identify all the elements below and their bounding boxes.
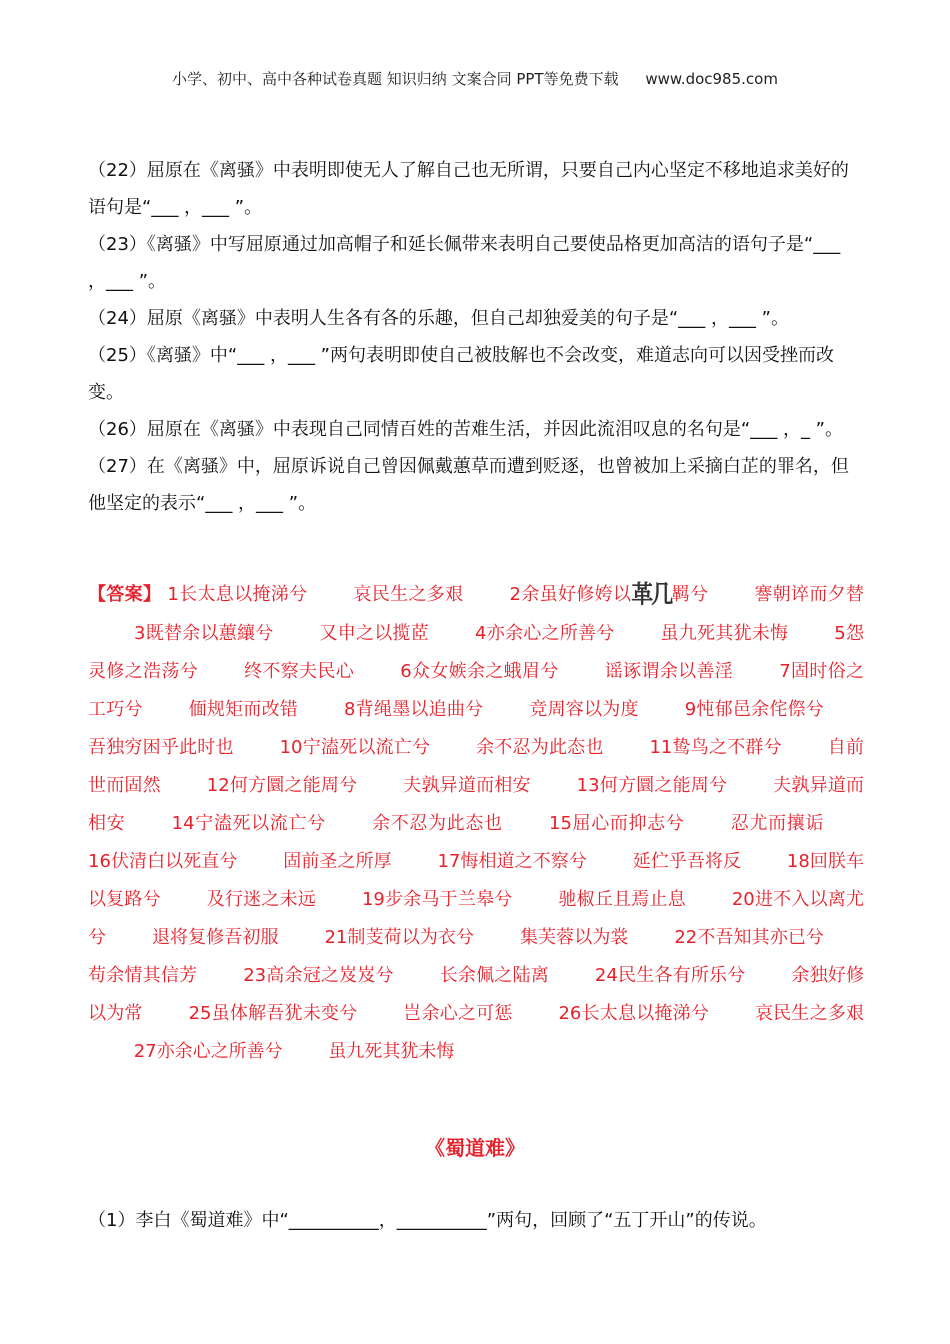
question-22: （22）屈原在《离骚》中表明即使无人了解自己也无所谓，只要自己内心坚定不移地追求美好的语句是“___ ，___ ”。 (88, 160, 849, 218)
answer-item: 19步余马于兰皋兮 (361, 889, 513, 910)
answer-item: 长余佩之陆离 (439, 965, 549, 986)
answer-item: 16伏清白以死直兮 (88, 851, 238, 872)
answer-item: 3既替余以蕙纕兮 (133, 623, 274, 644)
answer-item: 2余虽好修姱以 (509, 584, 632, 605)
answer-item: 苟余情其信芳 (88, 965, 198, 986)
header-site-link[interactable]: www.doc985.com (645, 70, 778, 88)
answer-item: 20进不入以离尤兮 (88, 889, 864, 948)
answer-item: 11鸷鸟之不群兮 (649, 737, 782, 758)
answer-item: 延伫乎吾将反 (632, 851, 742, 872)
answer-item: 及行迷之未远 (206, 889, 317, 910)
answer-item: 余独好修以为常 (88, 965, 864, 1024)
answer-item: 自前世而固然 (88, 737, 864, 796)
answer-item: 5怨灵修之浩荡兮 (88, 623, 865, 682)
answer-item: 12何方圜之能周兮 (206, 775, 358, 796)
answer-item: 哀民生之多艰 (353, 584, 464, 605)
answer-block (88, 576, 864, 1071)
section-title: 《蜀道难》 (425, 1136, 525, 1160)
answer-item: 26长太息以掩涕兮 (558, 1003, 710, 1024)
answer-item: 集芙蓉以为裳 (519, 927, 629, 948)
answer-item: 18回朕车以复路兮 (88, 851, 865, 910)
answer-item: 羁兮 (671, 584, 709, 605)
answer-item: 竞周容以为度 (529, 699, 639, 720)
question-26: （26）屈原在《离骚》中表现自己同情百姓的苦难生活，并因此流泪叹息的名句是“___ ，_ ”。 (88, 419, 843, 440)
answer-item: 10宁溘死以流亡兮 (279, 737, 431, 758)
answer-item: 1长太息以掩涕兮 (167, 584, 308, 605)
answer-item: 9忳郁邑余侘傺兮 (684, 699, 825, 720)
answer-item: 终不察夫民心 (244, 661, 355, 682)
answer-item: 余不忍为此态也 (476, 737, 604, 758)
answer-item: 退将复修吾初服 (151, 927, 279, 948)
answer-item: 14宁溘死以流亡兮 (171, 813, 326, 834)
answer-item: 27亦余心之所善兮 (133, 1041, 283, 1062)
question-27: （27）在《离骚》中，屈原诉说自己曾因佩戴蕙草而遭到贬逐，也曾被加上采摘白芷的罪名，但他坚定的表示“___ ，___ ”。 (88, 456, 849, 514)
answer-item: 忍尤而攘诟 (730, 813, 825, 834)
answer-label: 【答案】 (88, 584, 162, 605)
page-header (0, 68, 950, 89)
answer-item: 13何方圜之能周兮 (576, 775, 728, 796)
header-text: 小学、初中、高中各种试卷真题 知识归纳 文案合同 PPT等免费下载 (172, 70, 619, 88)
answer-item: 24民生各有所乐兮 (594, 965, 746, 986)
answer-item: 6众女嫉余之蛾眉兮 (400, 661, 559, 682)
answer-item: 23高余冠之岌岌兮 (243, 965, 394, 986)
rare-character-image: 革几 (631, 581, 672, 610)
answer-item: 虽九死其犹未悔 (660, 623, 789, 644)
answer-item: 7固时俗之工巧兮 (88, 661, 864, 720)
answer-item: 4亦余心之所善兮 (475, 623, 615, 644)
answer-item: 偭规矩而改错 (188, 699, 299, 720)
answer-item: 驰椒丘且焉止息 (558, 889, 686, 910)
answer-item: 固前圣之所厚 (283, 851, 392, 872)
answer-item: 21制芰荷以为衣兮 (324, 927, 475, 948)
answer-item: 哀民生之多艰 (754, 1003, 865, 1024)
answer-item: 吾独穷困乎此时也 (88, 737, 234, 758)
answer-item: 岂余心之可惩 (403, 1003, 513, 1024)
question-list (88, 152, 858, 522)
question-24: （24）屈原《离骚》中表明人生各有各的乐趣，但自己却独爱美的句子是“___ ，___ ”。 (88, 308, 789, 329)
answer-item: 謇朝谇而夕替 (754, 584, 864, 605)
answer-item: 15屈心而抑志兮 (549, 813, 685, 834)
question-25: （25）《离骚》中“___ ，___ ”两句表明即使自己被肢解也不会改变，难道志向可以因受挫而改变。 (88, 345, 834, 403)
answer-item: 谣诼谓余以善淫 (604, 661, 734, 682)
answer-item: 夫孰异道而相安 (403, 775, 531, 796)
answer-item: 虽九死其犹未悔 (328, 1041, 455, 1062)
question-23: （23）《离骚》中写屈原通过加高帽子和延长佩带来表明自己要使品格更加高洁的语句子是“___ ，___ ”。 (88, 234, 841, 292)
answer-item: 余不忍为此态也 (372, 813, 503, 834)
answer-item: 夫孰异道而相安 (88, 775, 864, 834)
answer-item: 22不吾知其亦已兮 (674, 927, 825, 948)
answer-item: 又申之以揽茝 (319, 623, 430, 644)
shudao-question-1: （1）李白《蜀道难》中“__________，__________”两句，回顾了“五丁开山”的传说。 (88, 1210, 767, 1231)
answer-item: 25虽体解吾犹未变兮 (188, 1003, 358, 1024)
answer-item: 17悔相道之不察兮 (437, 851, 587, 872)
answer-item: 8背绳墨以追曲兮 (344, 699, 484, 720)
